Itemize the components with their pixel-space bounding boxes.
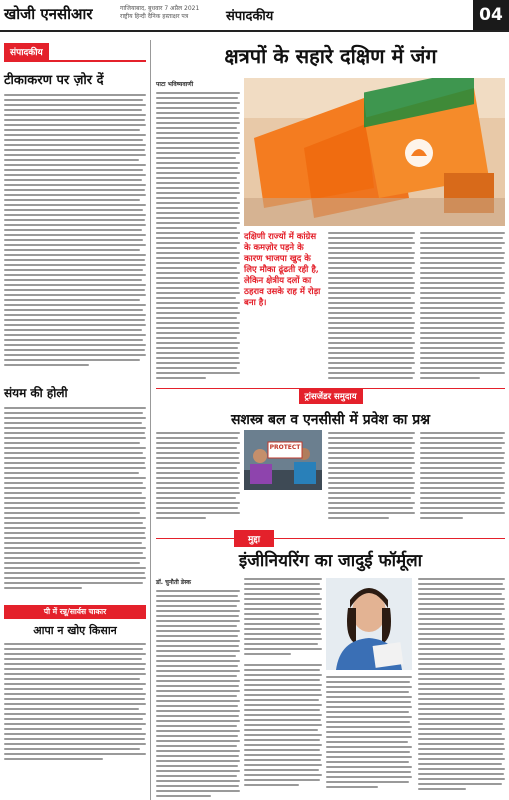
edition-date: गाजियाबाद, बुधवार 7 अप्रैल 2021 bbox=[120, 5, 200, 12]
transgender-headline: सशस्त्र बल व एनसीसी में प्रवेश का प्रश्न bbox=[230, 412, 431, 428]
letters-body bbox=[4, 643, 146, 761]
section-title: संपादकीय bbox=[226, 9, 274, 24]
engineering-col1 bbox=[156, 578, 240, 800]
engineering-col3 bbox=[326, 676, 412, 794]
top-story-col1 bbox=[156, 80, 240, 242]
protest-sign-text: PROTECT bbox=[269, 444, 301, 451]
top-story-col1b bbox=[156, 232, 240, 382]
page-number: 04 bbox=[473, 0, 509, 30]
engineering-byline: डॉ. चुनौती डेस्क bbox=[156, 579, 192, 586]
engineering-headline: इंजीनियरिंग का जादुई फॉर्मूला bbox=[238, 551, 423, 571]
editorial-tag: संपादकीय bbox=[4, 43, 49, 60]
engineering-body-3 bbox=[326, 676, 412, 794]
engineering-col2b bbox=[244, 664, 322, 794]
protest-photo bbox=[244, 430, 322, 490]
column-divider bbox=[150, 40, 151, 800]
transgender-photo bbox=[244, 430, 322, 490]
top-story-photo bbox=[244, 78, 505, 226]
engineering-body-2a bbox=[244, 578, 322, 658]
top-story-body-3 bbox=[328, 232, 415, 382]
second-editorial-body bbox=[4, 407, 146, 597]
edition-tagline: राष्ट्रीय हिन्दी दैनिक हस्ताक्षर पत्र bbox=[120, 13, 189, 20]
transgender-col1 bbox=[156, 432, 240, 522]
engineering-tag: मुद्दा bbox=[234, 530, 274, 547]
top-story-headline: क्षत्रपों के सहारे दक्षिण में जंग bbox=[224, 44, 437, 68]
engineering-col4 bbox=[418, 578, 505, 794]
transgender-col3 bbox=[328, 432, 415, 522]
engineering-top-rule bbox=[156, 538, 505, 539]
lead-editorial-body bbox=[4, 94, 146, 376]
top-story bbox=[156, 40, 505, 69]
pull-quote-box bbox=[244, 232, 322, 309]
transgender-col4 bbox=[420, 432, 505, 522]
transgender-body-4 bbox=[420, 432, 505, 522]
top-story-byline: पाटा भविष्यवाणी bbox=[156, 81, 194, 88]
masthead bbox=[0, 0, 509, 32]
engineering-body-4 bbox=[418, 578, 505, 794]
top-story-body-4 bbox=[420, 232, 505, 382]
transgender-tag: ट्रांसजेंडर समुदाय bbox=[299, 389, 363, 404]
transgender-body-1 bbox=[156, 432, 240, 522]
top-story-body-1 bbox=[156, 92, 240, 242]
pull-quote: दक्षिणी राज्यों में कांग्रेस के कमज़ोर पड़ने के कारण भाजपा खुद के लिए मौका ढूंढती रही है, लेकिन क्षेत्रीय दलों का ठहराव उसके राह में रोड़ा बना है। bbox=[244, 232, 321, 308]
second-editorial-headline: संयम की होली bbox=[4, 386, 68, 400]
letters-box bbox=[4, 605, 146, 638]
top-story-col4 bbox=[420, 232, 505, 382]
engineering-photo bbox=[326, 578, 412, 670]
bjp-rally-image bbox=[244, 78, 505, 226]
lead-editorial-headline: टीकाकरण पर ज़ोर दें bbox=[4, 73, 104, 88]
top-story-body-1b bbox=[156, 232, 240, 382]
top-story-col3 bbox=[328, 232, 415, 382]
letters-tag: पी में रन्नू/सार्वस चाकार bbox=[4, 605, 146, 619]
editorial-column bbox=[4, 40, 146, 761]
newspaper-logo: खोजी एनसीआर bbox=[4, 5, 93, 23]
transgender-body-3 bbox=[328, 432, 415, 522]
letters-headline: आपा न खोए किसान bbox=[33, 624, 117, 637]
engineering-body-1 bbox=[156, 590, 240, 800]
engineering-story-header bbox=[156, 548, 505, 571]
engineering-body-2b bbox=[244, 664, 322, 794]
transgender-story-header bbox=[156, 384, 505, 429]
editorial-tag-rule bbox=[4, 60, 146, 62]
engineering-col2 bbox=[244, 578, 322, 658]
student-photo bbox=[326, 578, 412, 670]
